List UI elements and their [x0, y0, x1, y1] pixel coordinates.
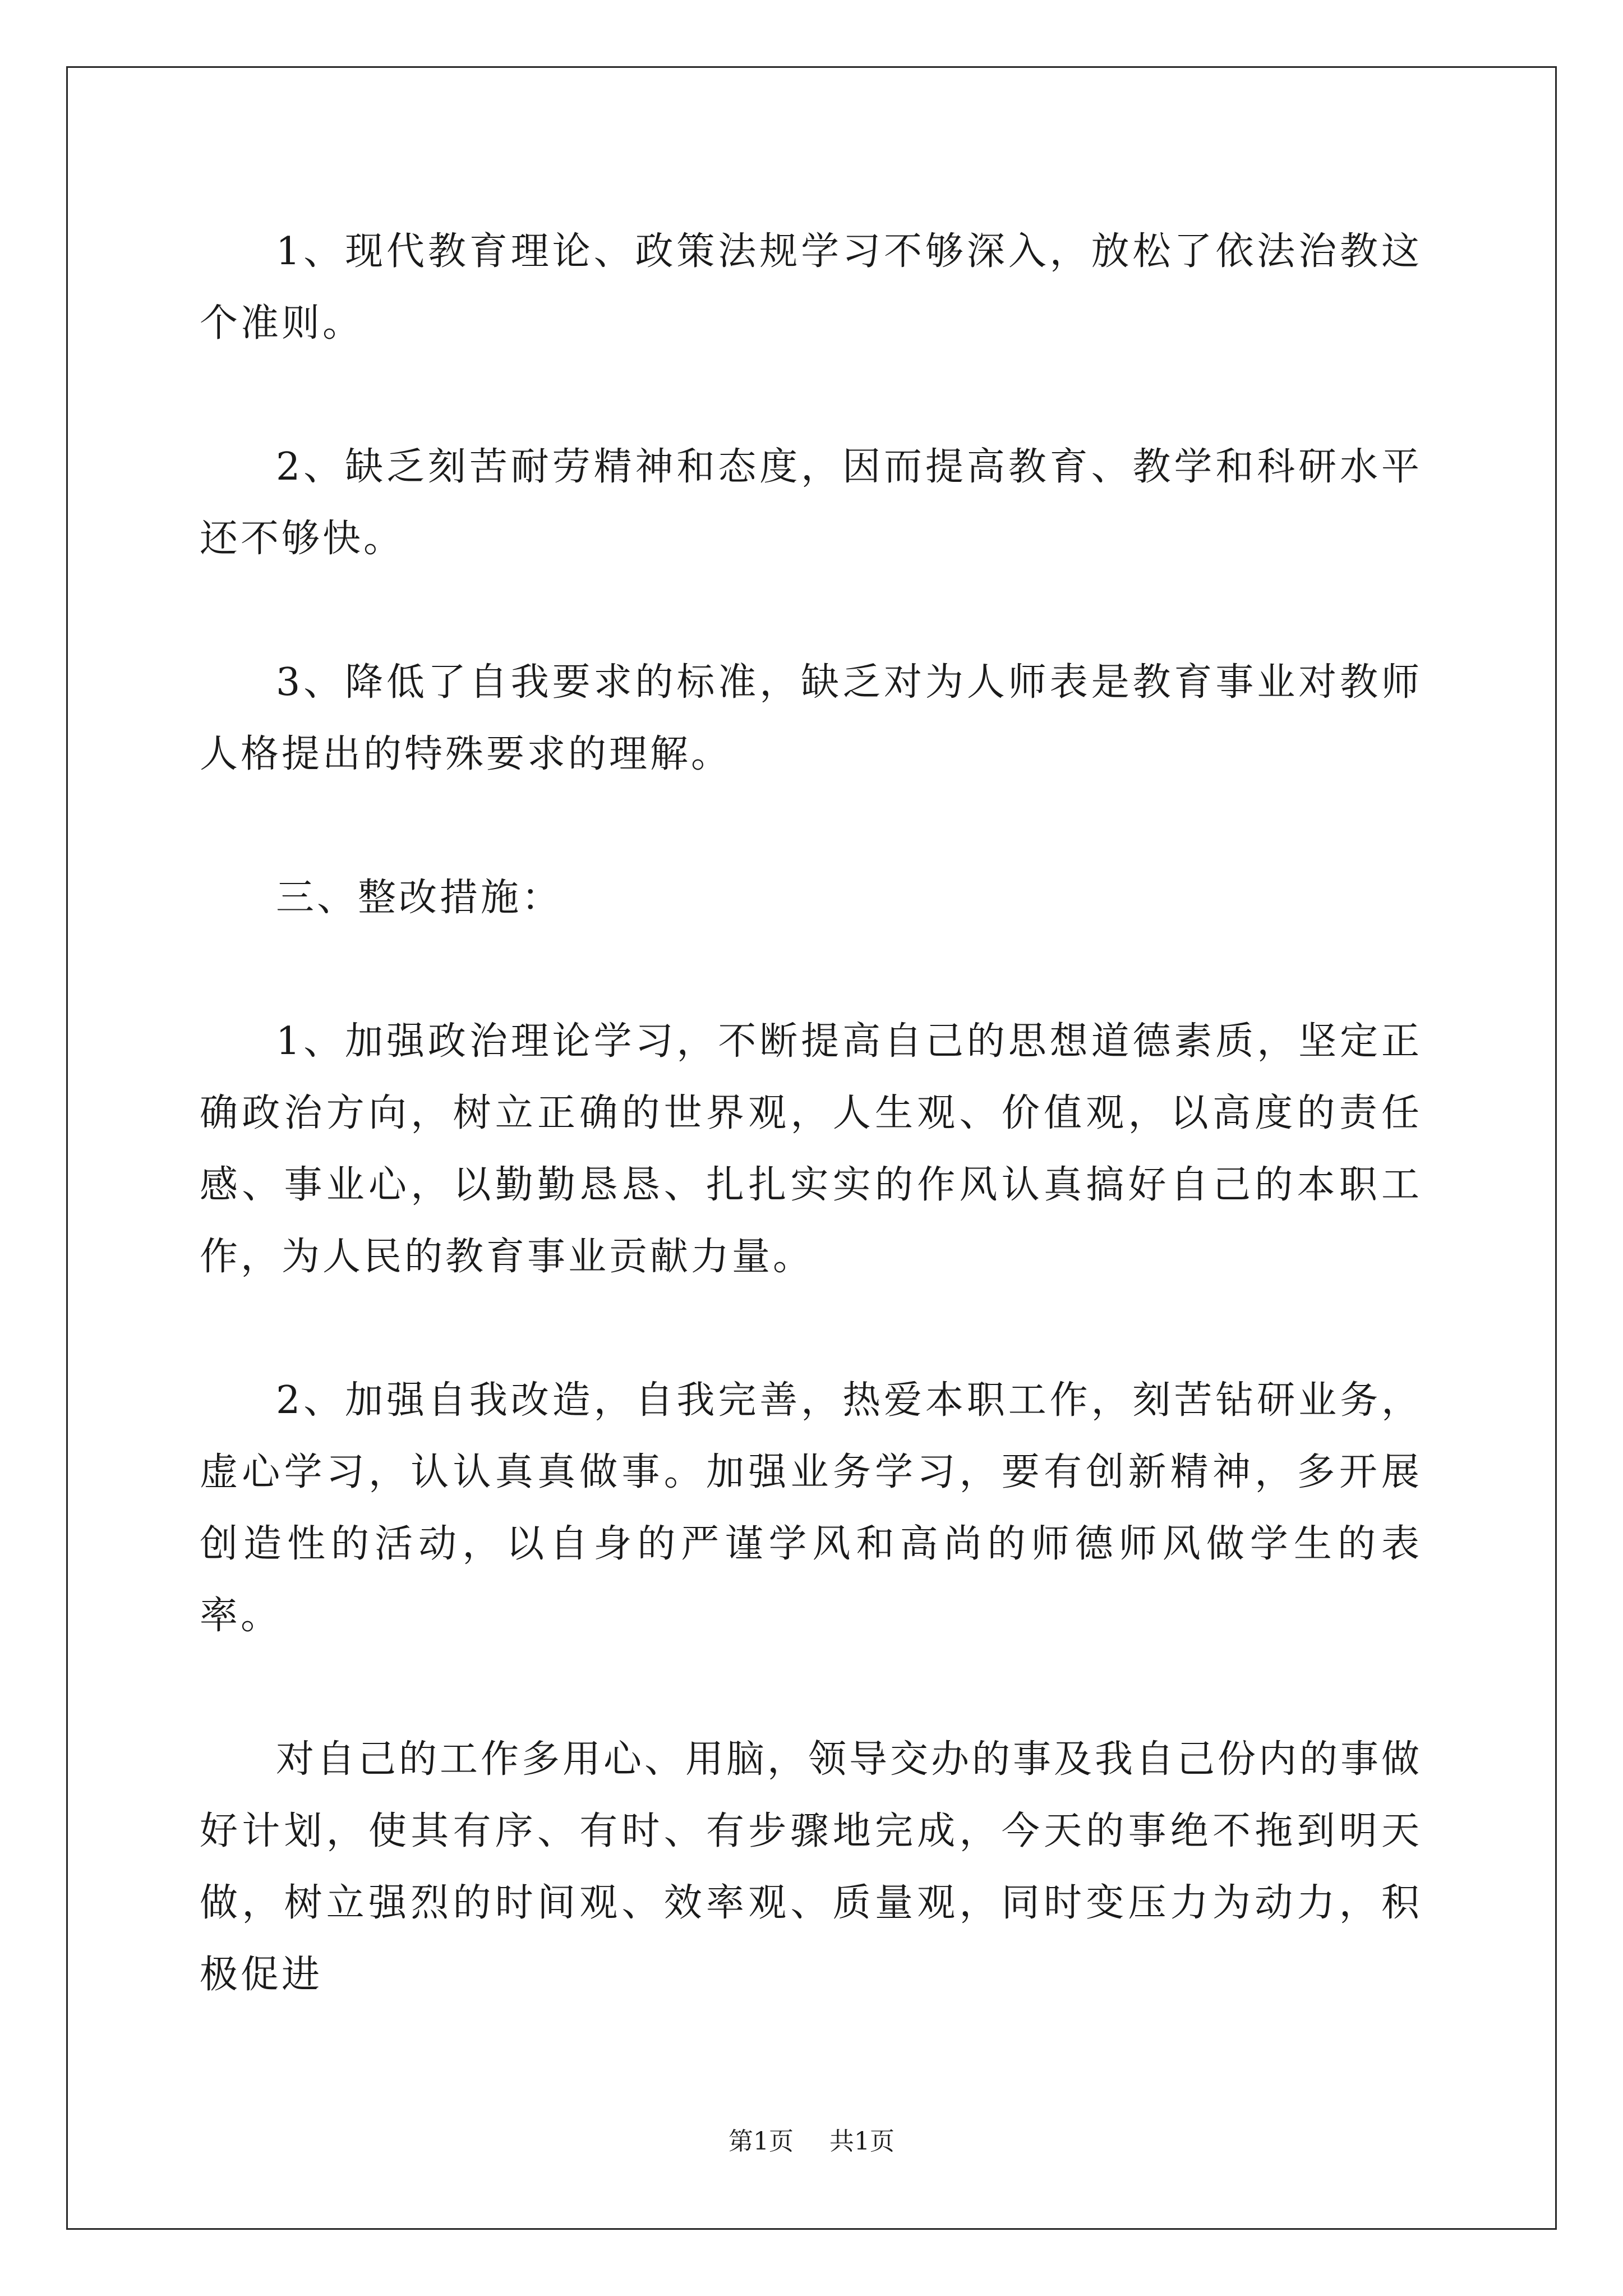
paragraph-3: 3、降低了自我要求的标准，缺乏对为人师表是教育事业对教师人格提出的特殊要求的理解。 — [200, 660, 1422, 776]
section-heading: 三、整改措施： — [276, 876, 563, 920]
paragraph-2: 2、缺乏刻苦耐劳精神和态度，因而提高教育、教学和科研水平还不够快。 — [200, 445, 1422, 561]
paragraph-6: 对自己的工作多用心、用脑，领导交办的事及我自己份内的事做好计划，使其有序、有时、有步骤地完成，今天的事绝不拖到明天做，树立强烈的时间观、效率观、质量观，同时变压力为动力，积极促进 — [200, 1737, 1423, 1997]
page-footer — [0, 2125, 1623, 2159]
paragraph-5: 2、加强自我改造，自我完善，热爱本职工作，刻苦钻研业务，虚心学习，认认真真做事。加强业务学习，要有创新精神，多开展创造性的活动，以自身的严谨学风和高尚的师德师风做学生的表率。 — [200, 1378, 1422, 1638]
page-number-total: 共1页 — [829, 2127, 895, 2156]
paragraph-4: 1、加强政治理论学习，不断提高自己的思想道德素质，坚定正确政治方向，树立正确的世界观，人生观、价值观，以高度的责任感、事业心，以勤勤恳恳、扎扎实实的作风认真搞好自己的本职工作，为人民的教育事业贡献力量。 — [200, 1019, 1422, 1279]
paragraph-1: 1、现代教育理论、政策法规学习不够深入，放松了依法治教这个准则。 — [200, 229, 1422, 346]
page-number-current: 第1页 — [728, 2127, 794, 2156]
document-body — [200, 216, 1422, 2083]
